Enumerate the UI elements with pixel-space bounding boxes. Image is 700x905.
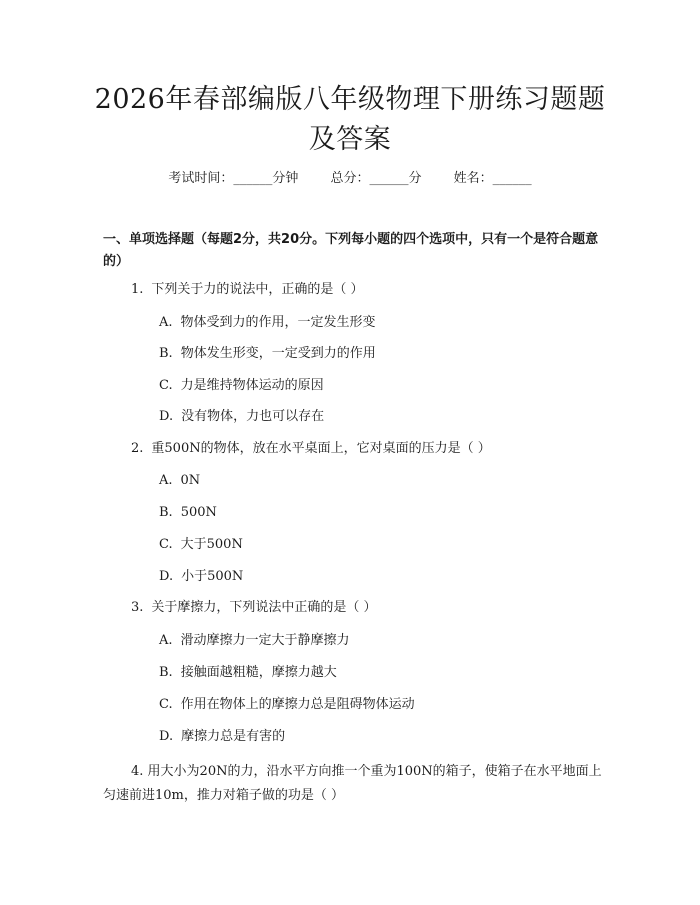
- question-4: [103, 760, 603, 808]
- question-3: [131, 598, 377, 618]
- option-letter: A.: [159, 633, 173, 648]
- option-text: 500N: [180, 505, 217, 520]
- option-3a: [159, 631, 350, 651]
- option-text: 物体受到力的作用，一定发生形变: [180, 315, 376, 330]
- option-2d: [159, 567, 243, 587]
- option-letter: A.: [159, 473, 173, 488]
- option-1c: [159, 376, 324, 396]
- option-1a: [159, 313, 376, 333]
- document-title: 2026年春部编版八年级物理下册练习题题及答案: [94, 84, 606, 155]
- option-letter: D.: [159, 409, 174, 424]
- option-text: 摩擦力总是有害的: [181, 729, 286, 744]
- option-1b: [159, 344, 376, 364]
- option-2b: [159, 503, 217, 523]
- total-score-label: 总分：______分: [330, 171, 422, 186]
- question-number: 1.: [131, 282, 144, 297]
- option-letter: B.: [159, 505, 173, 520]
- option-letter: A.: [159, 315, 173, 330]
- question-number: 3.: [131, 600, 144, 615]
- question-2: [131, 439, 491, 459]
- option-3b: [159, 663, 337, 683]
- question-number: 2.: [131, 441, 144, 456]
- question-stem: 重500N的物体，放在水平桌面上，它对桌面的压力是（ ）: [151, 441, 491, 456]
- option-text: 物体发生形变，一定受到力的作用: [180, 346, 376, 361]
- option-letter: C.: [159, 537, 173, 552]
- option-text: 大于500N: [180, 537, 243, 552]
- exam-time-label: 考试时间：______分钟: [168, 171, 299, 186]
- option-text: 接触面越粗糙，摩擦力越大: [180, 665, 337, 680]
- option-letter: B.: [159, 346, 173, 361]
- option-letter: D.: [159, 569, 174, 584]
- option-3c: [159, 695, 415, 715]
- option-text: 小于500N: [181, 569, 244, 584]
- option-text: 力是维持物体运动的原因: [180, 378, 324, 393]
- option-3d: [159, 727, 285, 747]
- question-stem: 关于摩擦力，下列说法中正确的是（ ）: [151, 600, 377, 615]
- option-text: 0N: [180, 473, 201, 488]
- question-stem: 下列关于力的说法中，正确的是（ ）: [151, 282, 364, 297]
- question-stem: 用大小为20N的力，沿水平方向推一个重为100N的箱子，使箱子在水平地面上匀速前进10m，推力对箱子做的功是（ ）: [103, 764, 602, 803]
- question-number: 4.: [131, 764, 144, 779]
- option-letter: D.: [159, 729, 174, 744]
- exam-meta: [0, 170, 700, 188]
- option-text: 作用在物体上的摩擦力总是阻碍物体运动: [180, 697, 415, 712]
- section-heading: 一、单项选择题（每题2分，共20分。下列每小题的四个选项中，只有一个是符合题意的）: [103, 232, 599, 269]
- option-1d: [159, 407, 324, 427]
- option-letter: B.: [159, 665, 173, 680]
- option-letter: C.: [159, 378, 173, 393]
- option-text: 滑动摩擦力一定大于静摩擦力: [180, 633, 350, 648]
- option-letter: C.: [159, 697, 173, 712]
- option-2a: [159, 471, 200, 491]
- option-2c: [159, 535, 243, 555]
- question-1: [131, 280, 364, 300]
- student-name-label: 姓名：______: [453, 171, 532, 186]
- option-text: 没有物体，力也可以存在: [181, 409, 325, 424]
